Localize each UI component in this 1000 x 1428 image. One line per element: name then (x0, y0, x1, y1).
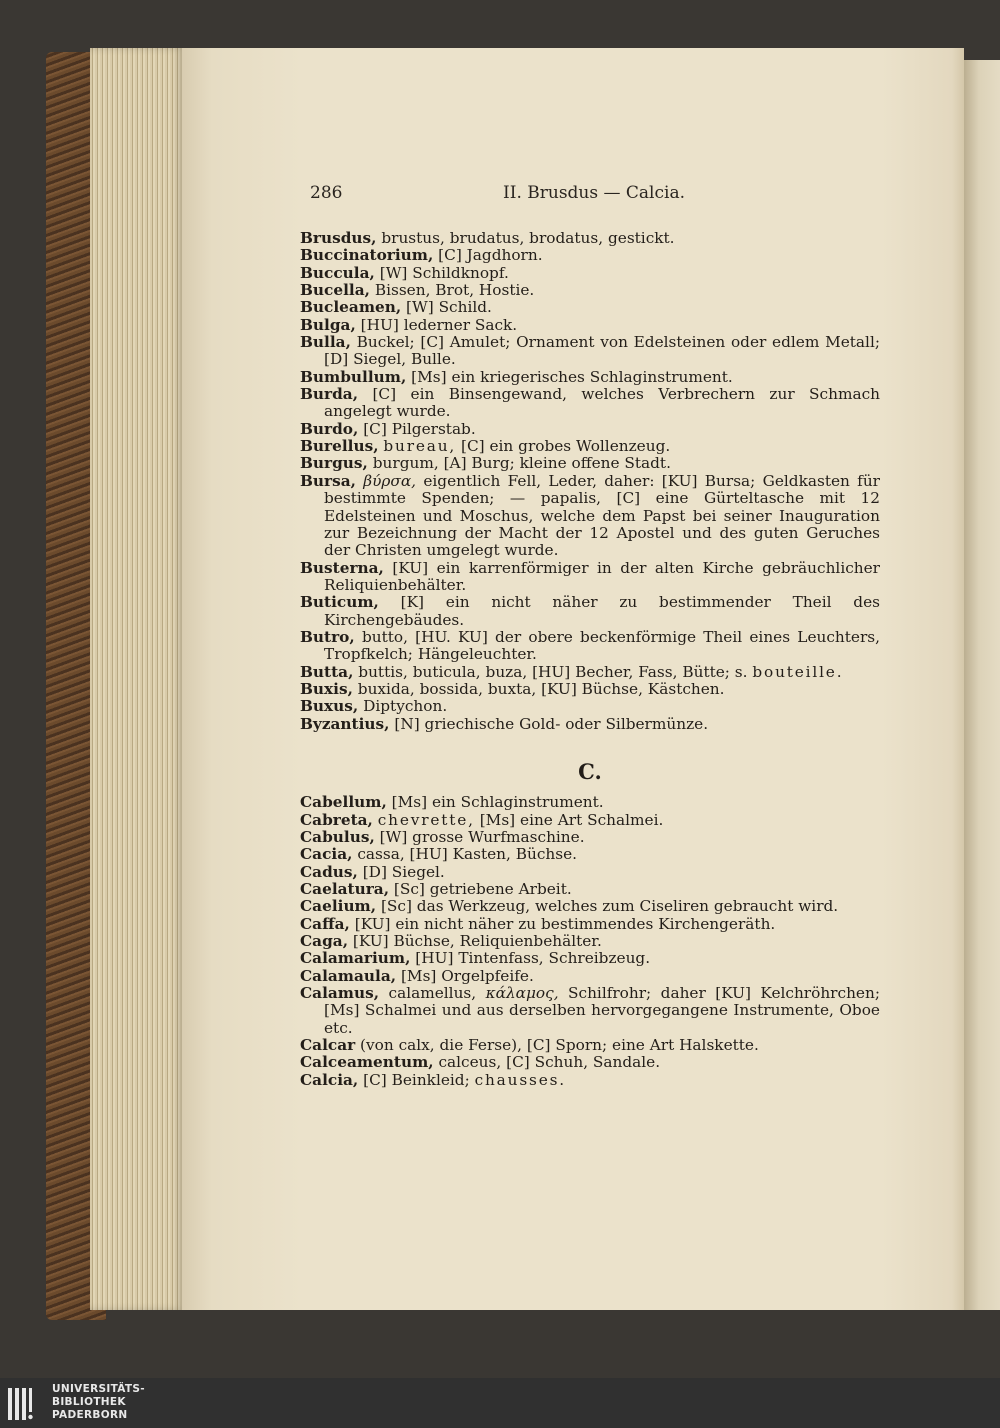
entry-definition: brustus, brudatus, brodatus, gestickt. (376, 229, 675, 247)
running-head (310, 183, 685, 209)
entry-french-term: chausses. (474, 1070, 566, 1089)
entry-lemma: Bulga, (300, 315, 356, 334)
entry-definition: [KU] ein karrenförmiger in der alten Kirche gebräuchlicher Reliquienbehälter. (324, 558, 880, 594)
dictionary-entry (300, 455, 880, 472)
entry-definition: [W] grosse Wurfmaschine. (374, 828, 585, 846)
library-name-line2: BIBLIOTHEK (52, 1396, 126, 1408)
dictionary-entry (300, 968, 880, 985)
dictionary-entry (300, 317, 880, 334)
dictionary-entry (300, 560, 880, 595)
entry-definition: (von calx, die Ferse), [C] Sporn; eine Art Halskette. (355, 1036, 759, 1055)
entry-definition: [N] griechische Gold- oder Silbermünze. (389, 714, 709, 733)
library-name-line3: PADERBORN (52, 1409, 128, 1421)
dictionary-entry (300, 881, 880, 898)
entry-lemma: Cabreta, (300, 810, 373, 829)
entry-lemma: Buxus, (300, 697, 359, 716)
entry-definition: [C] ein grobes Wollenzeug. (460, 437, 671, 456)
entry-lemma: Caffa, (300, 914, 350, 933)
entry-definition: burgum, [A] Burg; kleine offene Stadt. (367, 454, 671, 473)
entry-lemma: Buxis, (300, 679, 353, 698)
entry-lemma: Buticum, (300, 593, 379, 612)
dictionary-entry (300, 265, 880, 282)
entry-lemma: Bucleamen, (300, 298, 402, 317)
entry-lemma: Caelium, (300, 897, 377, 916)
dictionary-entry (300, 864, 880, 881)
entry-lemma: Brusdus, (300, 229, 377, 247)
library-logo-icon (6, 1386, 34, 1422)
entry-definition: eigentlich Fell, Leder, daher: [KU] Bursa; Geldkasten für bestimmte Spenden; — papalis, [C] eine Gürteltasche mit 12 Edelsteinen und Moschus, welche dem Papst bei seiner Inauguration zur Bezeichnung der Macht der 12 Apostel und des guten Geruches der Christen umgelegt wurde. (324, 471, 880, 560)
page-stack-edges (90, 48, 185, 1310)
entry-lemma: Butro, (300, 627, 355, 646)
dictionary-entry (300, 299, 880, 316)
dictionary-entry (300, 985, 880, 1037)
entry-definition: [C] Jagdhorn. (433, 246, 543, 265)
dictionary-entry (300, 247, 880, 264)
entry-definition: Bissen, Brot, Hostie. (369, 281, 535, 300)
entry-lemma: Cacia, (300, 845, 353, 864)
entry-lemma: Caelatura, (300, 880, 390, 899)
entry-lemma: Bumbullum, (300, 367, 407, 386)
dictionary-entry (300, 933, 880, 950)
page-number: 286 (310, 183, 343, 203)
entry-lemma: Busterna, (300, 558, 384, 577)
dictionary-entry (300, 1037, 880, 1054)
entry-definition: [HU] lederner Sack. (355, 315, 518, 334)
entry-greek-term: κάλαμος, (485, 984, 559, 1003)
entry-definition: calceus, [C] Schuh, Sandale. (433, 1053, 661, 1072)
entry-definition: [C] Pilgerstab. (358, 419, 476, 438)
entry-french-term: bouteille. (752, 662, 844, 681)
entry-lemma: Bulla, (300, 333, 351, 352)
dictionary-entry (300, 282, 880, 299)
entry-lemma: Cabulus, (300, 828, 375, 846)
entry-lemma: Calamarium, (300, 949, 411, 968)
dictionary-entries (300, 230, 880, 1089)
dictionary-entry (300, 594, 880, 629)
entry-definition: cassa, [HU] Kasten, Büchse. (352, 845, 578, 864)
entry-definition: [C] Beinkleid; (358, 1070, 475, 1089)
entry-lemma: Bursa, (300, 471, 356, 490)
entry-definition: [Ms] eine Art Schalmei. (479, 810, 664, 829)
entry-definition: [C] ein Binsengewand, welches Verbrechern zur Schmach angelegt wurde. (324, 385, 880, 421)
dictionary-entry (300, 794, 880, 811)
dictionary-entry (300, 681, 880, 698)
dictionary-entry (300, 334, 880, 369)
entry-definition: [Sc] getriebene Arbeit. (389, 880, 572, 899)
entry-lemma: Byzantius, (300, 714, 390, 733)
entry-definition: [KU] ein nicht näher zu bestimmendes Kirchengeräth. (349, 914, 776, 933)
dictionary-entry (300, 421, 880, 438)
dictionary-entry (300, 916, 880, 933)
dictionary-entry (300, 438, 880, 455)
entry-definition: [W] Schild. (401, 298, 492, 317)
entry-definition: butto, [HU. KU] der obere beckenförmige Theil eines Leuchters, Tropfkelch; Hängeleuchter. (324, 627, 880, 664)
entry-lemma: Buccula, (300, 263, 375, 282)
entry-lemma: Cabellum, (300, 793, 387, 812)
entry-definition: [Ms] ein Schlaginstrument. (386, 793, 604, 812)
entry-definition: Buckel; [C] Amulet; Ornament von Edelsteinen oder edlem Metall; [D] Siegel, Bulle. (324, 333, 880, 369)
dictionary-entry (300, 1072, 880, 1089)
entries-c (300, 794, 880, 1089)
library-name (52, 1383, 145, 1422)
entry-definition: [K] ein nicht näher zu bestimmender Theil des Kirchengebäudes. (324, 593, 880, 629)
entry-lemma: Calceamentum, (300, 1053, 434, 1072)
entry-lemma: Butta, (300, 662, 354, 681)
entry-definition: [W] Schildknopf. (374, 263, 509, 282)
dictionary-entry (300, 664, 880, 681)
entry-definition: Diptychon. (358, 697, 448, 716)
section-letter: C. (578, 758, 602, 784)
entry-lemma: Burellus, (300, 437, 379, 456)
dictionary-entry (300, 898, 880, 915)
entry-lemma: Bucella, (300, 281, 370, 300)
entry-lemma: Cadus, (300, 862, 358, 881)
entry-lemma: Calamus, (300, 984, 380, 1003)
entry-lemma: Calamaula, (300, 966, 397, 985)
dictionary-entry (300, 230, 880, 247)
dictionary-entry (300, 473, 880, 560)
entry-definition: calamellus, (379, 984, 486, 1003)
dictionary-entry (300, 846, 880, 863)
entry-french-term: bureau, (383, 437, 457, 456)
dictionary-entry (300, 369, 880, 386)
entry-lemma: Calcia, (300, 1070, 359, 1089)
library-name-line1: UNIVERSITÄTS- (52, 1383, 145, 1395)
entry-definition: buxida, bossida, buxta, [KU] Büchse, Kästchen. (352, 679, 725, 698)
dictionary-entry (300, 950, 880, 967)
dictionary-entry (300, 716, 880, 733)
dictionary-entry (300, 812, 880, 829)
entry-definition: [Ms] ein kriegerisches Schlaginstrument. (406, 367, 733, 386)
entry-definition: [HU] Tintenfass, Schreibzeug. (410, 949, 651, 968)
entry-definition: [D] Siegel. (357, 862, 445, 881)
entry-definition-cont: Schilfrohr; daher [KU] Kelchröhrchen; [Ms] Schalmei und aus derselben hervorgegangene Instrumente, Oboe etc. (324, 984, 880, 1037)
entry-definition: [Sc] das Werkzeug, welches zum Ciseliren gebraucht wird. (376, 897, 839, 916)
entry-lemma: Burda, (300, 385, 359, 404)
entry-definition: [KU] Büchse, Reliquienbehälter. (348, 932, 602, 951)
facing-page-edge (960, 60, 1000, 1310)
running-title: II. Brusdus — Calcia. (503, 183, 685, 203)
entry-lemma: Burgus, (300, 454, 368, 473)
entry-french-term: chevrette, (377, 810, 475, 829)
entry-lemma: Calcar (300, 1036, 356, 1055)
entry-lemma: Buccinatorium, (300, 246, 434, 265)
entry-definition: [Ms] Orgelpfeife. (396, 966, 534, 985)
entry-definition: buttis, buticula, buza, [HU] Becher, Fass, Bütte; s. (353, 662, 753, 681)
entry-lemma: Caga, (300, 932, 349, 951)
dictionary-entry (300, 1054, 880, 1071)
entry-lemma: Burdo, (300, 419, 359, 438)
entries-b (300, 230, 880, 733)
dictionary-entry (300, 698, 880, 715)
dictionary-entry (300, 386, 880, 421)
library-footer (0, 1378, 1000, 1428)
dictionary-entry (300, 629, 880, 664)
entry-greek-term: βύρσα, (363, 471, 417, 490)
dictionary-entry (300, 829, 880, 846)
